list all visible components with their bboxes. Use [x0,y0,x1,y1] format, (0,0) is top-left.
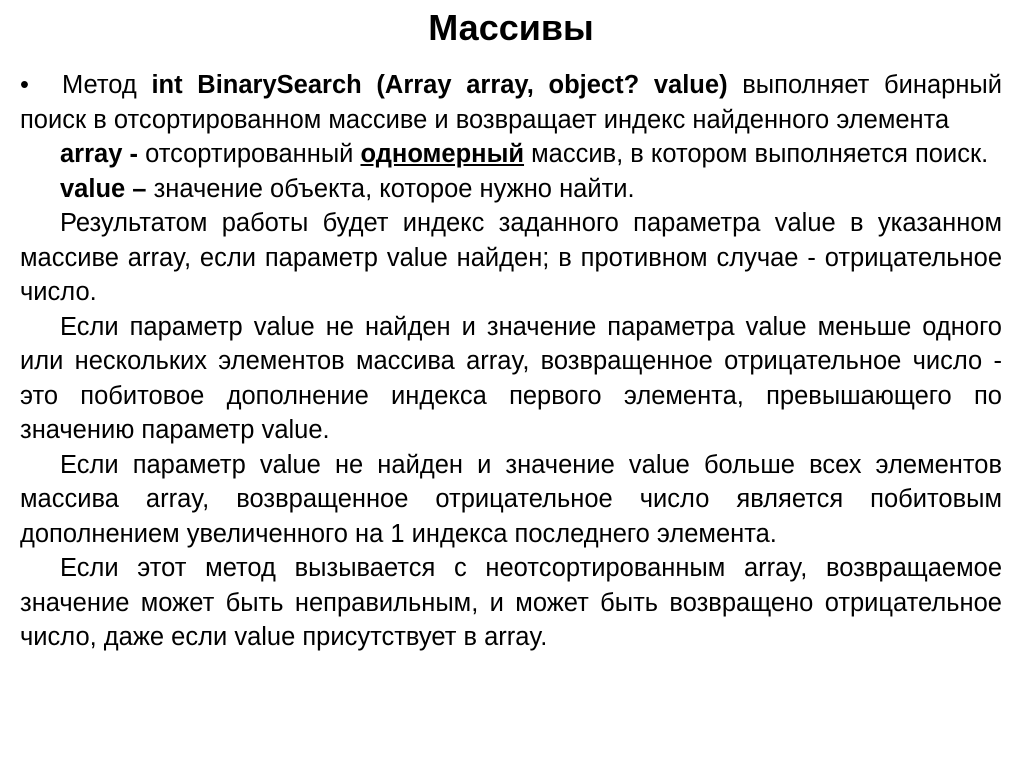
paragraph-not-found-less: Если параметр value не найден и значение параметра value меньше одного или нескольких элементов массива array, возвращенное отрицательное число - это побитовое дополнение индекса первого элемента, превышающего по значению параметр value. [20,312,1002,444]
paragraph-array-param [20,137,1002,172]
method-signature: int BinarySearch (Array array, object? value) [151,71,728,99]
paragraph-unsorted: Если этот метод вызывается с неотсортированным array, возвращаемое значение может быть неправильным, и может быть возвращено отрицательное число, даже если value присутствует в array. [20,554,1002,651]
array-text-2: массив, в котором выполняется поиск. [524,140,989,168]
bullet-icon: • [20,71,29,99]
method-description: выполняет бинарный поиск в отсортированном массиве и возвращает индекс найденного элемента [20,71,1002,134]
array-term: array - [60,140,138,168]
method-lead: Метод [62,71,152,99]
paragraph-result: Результатом работы будет индекс заданного параметра value в указанном массиве array, если параметр value найден; в противном случае - отрицательное число. [20,209,1002,306]
array-text-1: отсортированный [137,140,361,168]
paragraph-not-found-greater: Если параметр value не найден и значение value больше всех элементов массива array, возвращенное отрицательное число является побитовым дополнением увеличенного на 1 индекса последнего элемента. [20,450,1002,548]
one-dimensional-emphasis: одномерный [360,140,525,168]
value-term: value – [60,174,147,203]
paragraph-method [20,68,1002,137]
slide-title: Массивы [428,7,594,48]
paragraph-value-param [20,172,1002,207]
value-text: значение объекта, которое нужно найти. [146,174,635,203]
